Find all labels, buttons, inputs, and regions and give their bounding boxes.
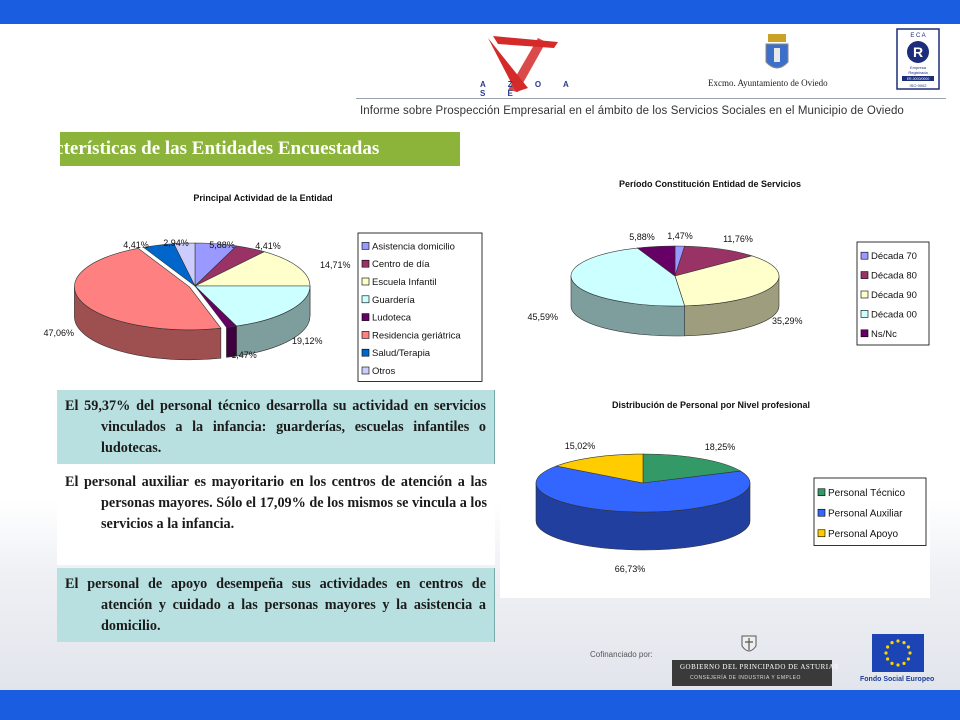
legend-entry: Década 90	[871, 290, 917, 301]
legend-swatch	[818, 489, 825, 496]
data-label-2: 4,41%	[255, 241, 281, 251]
legend-entry: Residencia geriátrica	[372, 330, 461, 342]
cert-line-eca: E C A	[910, 33, 926, 39]
legend-swatch	[861, 272, 868, 279]
text-block-tecnico-body: El 59,37% del personal técnico desarrolla su actividad en servicios vinculados a la infancia: guarderías, escuelas infantiles o ludotecas.	[65, 398, 486, 456]
chart-legend	[857, 242, 929, 345]
legend-swatch	[861, 310, 868, 317]
gobierno-label: GOBIERNO DEL PRINCIPADO DE ASTURIAS	[680, 663, 839, 671]
legend-swatch	[818, 509, 825, 516]
ayuntamiento-label: Excmo. Ayuntamiento de Oviedo	[708, 78, 828, 88]
legend-entry: Asistencia domicilio	[372, 241, 455, 253]
cert-line-number: ER-0000/0000	[906, 77, 930, 81]
legend-swatch	[362, 331, 369, 338]
data-label-5: 1,47%	[231, 350, 257, 360]
legend-swatch	[861, 291, 868, 298]
legend-entry: Escuela Infantil	[372, 277, 437, 288]
cert-line-registrada: Registrada	[908, 70, 928, 75]
text-block-apoyo	[57, 568, 495, 642]
legend-swatch	[861, 252, 868, 259]
azoase-letters: A Z O A S E	[480, 80, 579, 98]
legend-entry: Década 00	[871, 309, 917, 321]
legend-swatch	[861, 330, 868, 337]
text-block-auxiliar-body: El personal auxiliar es mayoritario en los centros de atención a las personas mayores. Sólo el 17,09% de los mismos se vincula a los servicios a la infancia.	[65, 474, 487, 532]
data-label-1: 5,88%	[209, 240, 235, 250]
legend-swatch	[362, 349, 369, 356]
legend-swatch	[362, 296, 369, 303]
legend-entry: Centro de día	[372, 259, 430, 271]
text-block-tecnico	[57, 390, 495, 464]
data-label-4: 45,59%	[527, 312, 558, 322]
legend-entry: Otros	[372, 366, 396, 377]
section-banner	[14, 132, 460, 166]
legend-swatch	[362, 260, 369, 267]
chart-legend	[814, 478, 926, 546]
report-subtitle: Informe sobre Prospección Empresarial en el ámbito de los Servicios Sociales en el Municipio de Oviedo	[360, 105, 904, 117]
cert-line-iso: ISO 9002	[909, 83, 927, 88]
chart-periodo-constitucion	[520, 172, 950, 350]
legend-entry: Ludoteca	[372, 312, 412, 324]
bottom-bar	[0, 690, 960, 720]
pie-tops	[571, 246, 779, 306]
chart-legend	[358, 233, 482, 381]
data-label-4: 19,12%	[292, 336, 323, 346]
cofinanciado-label: Cofinanciado por:	[590, 650, 653, 659]
section-title: Características de las Entidades Encuestadas	[14, 138, 380, 159]
data-label-2: 66,73%	[614, 564, 646, 574]
legend-entry: Personal Técnico	[828, 487, 906, 499]
data-label-3: 35,29%	[772, 316, 803, 326]
legend-entry: Personal Apoyo	[828, 528, 899, 540]
legend-swatch	[362, 242, 369, 249]
legend-swatch	[362, 314, 369, 321]
data-label-3: 15,02%	[564, 441, 596, 451]
data-label-6: 47,06%	[43, 328, 74, 338]
data-label-8: 2,94%	[163, 238, 189, 248]
header-divider	[356, 98, 946, 99]
data-label-1: 1,47%	[667, 231, 693, 241]
legend-swatch	[362, 278, 369, 285]
chart-principal-actividad	[30, 186, 500, 376]
principado-crest-icon	[740, 632, 758, 656]
oviedo-coat-of-arms-icon	[762, 32, 792, 76]
pie-tops	[74, 243, 310, 330]
fondo-social-europeo-label: Fondo Social Europeo	[860, 676, 935, 683]
chart-title: Principal Actividad de la Entidad	[193, 193, 333, 203]
data-label-7: 4,41%	[123, 240, 149, 250]
top-bar	[0, 0, 960, 24]
pie-tops	[536, 454, 750, 512]
data-label-2: 11,76%	[723, 234, 753, 244]
legend-swatch	[362, 367, 369, 374]
legend-swatch	[818, 530, 825, 537]
legend-entry: Ns/Nc	[871, 328, 897, 340]
text-block-apoyo-body: El personal de apoyo desempeña sus actividades en centros de atención y cuidado a las personas mayores y la asistencia a domicilio.	[65, 576, 486, 634]
eu-flag-icon	[872, 634, 924, 672]
legend-entry: Guardería	[372, 294, 415, 306]
chart-distribucion-personal	[500, 388, 930, 598]
legend-entry: Personal Auxiliar	[828, 508, 903, 520]
data-label-5: 5,88%	[629, 232, 655, 242]
chart-title: Período Constitución Entidad de Servicios	[618, 179, 802, 189]
data-label-3: 14,71%	[320, 260, 351, 270]
legend-entry: Década 70	[871, 251, 917, 263]
chart-title: Distribución de Personal por Nivel profesional	[611, 400, 811, 410]
legend-entry: Década 80	[871, 270, 917, 282]
legend-entry: Salud/Terapia	[372, 348, 431, 360]
certification-logo	[896, 28, 940, 90]
cert-line-empresa: Empresa	[909, 65, 927, 70]
text-block-auxiliar	[57, 466, 495, 565]
svg-text:R: R	[912, 44, 924, 60]
data-label-1: 18,25%	[704, 442, 736, 452]
consejeria-label: CONSEJERÍA DE INDUSTRIA Y EMPLEO	[690, 675, 801, 681]
